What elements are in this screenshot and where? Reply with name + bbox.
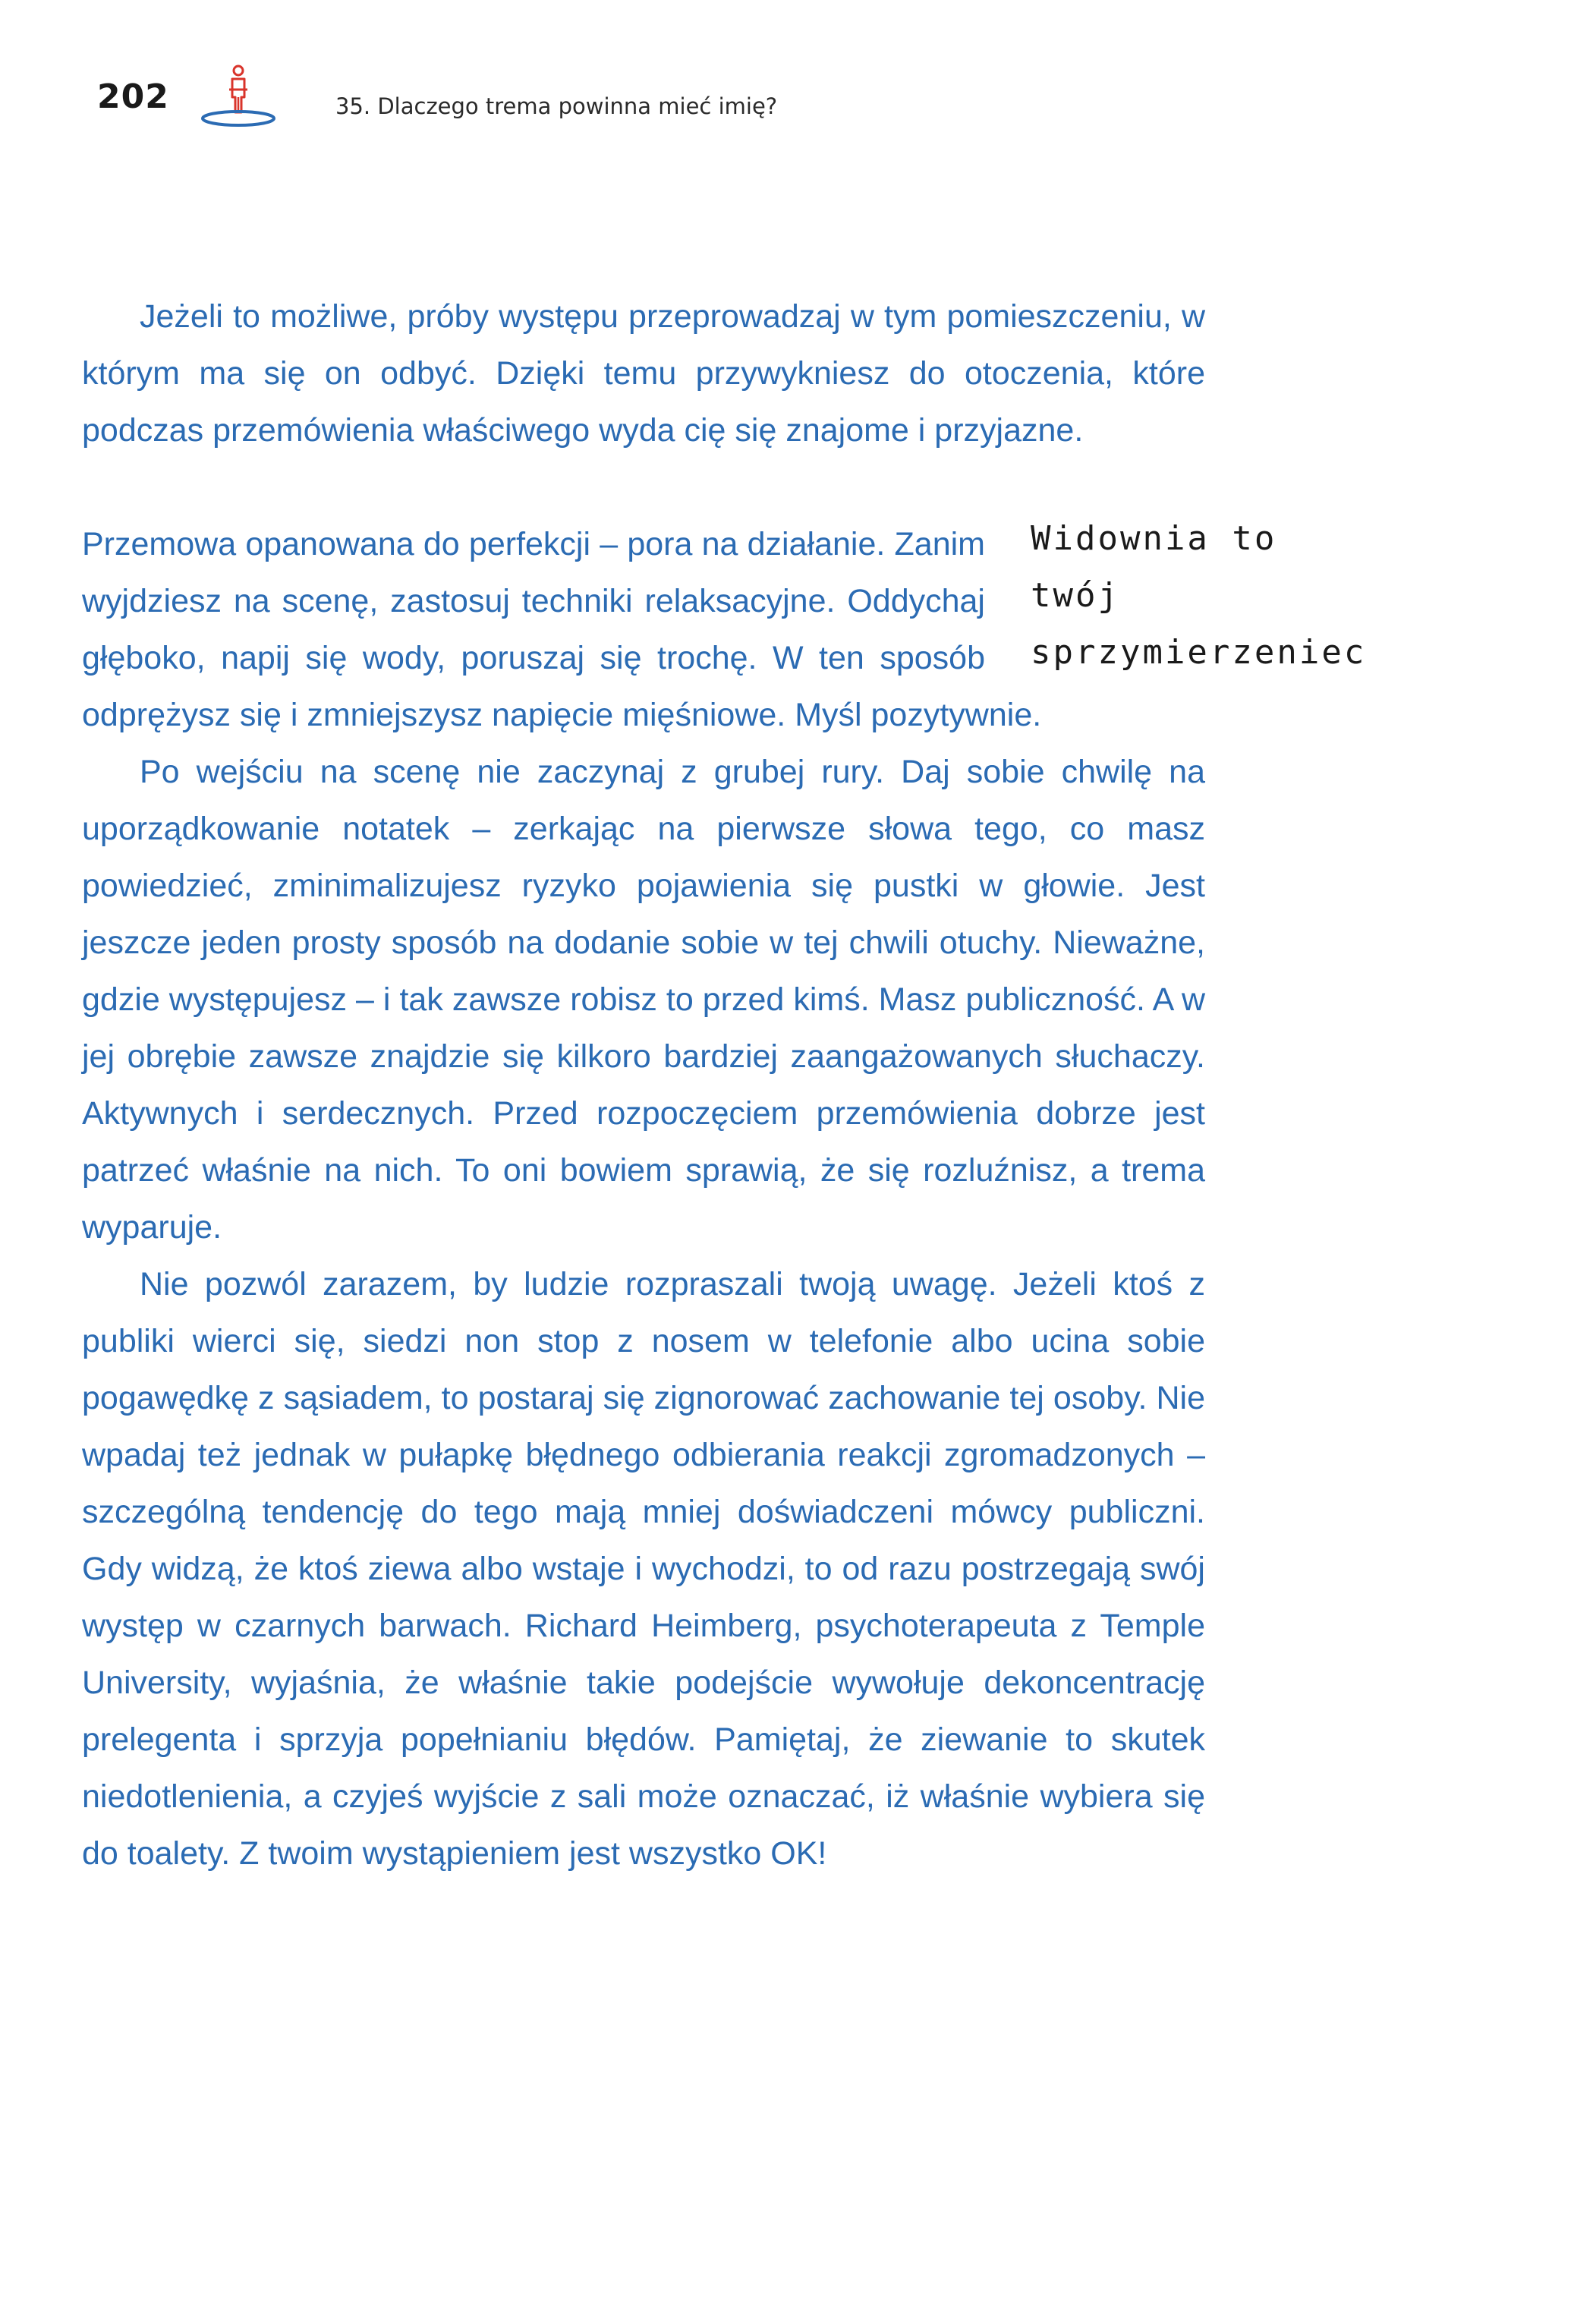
margin-heading: Widownia to twój sprzymierzeniec — [1031, 519, 1367, 672]
paragraph: Po wejściu na scenę nie zaczynaj z grubej rury. Daj sobie chwilę na uporządkowanie notatek – zerkając na pierwsze słowa tego, co masz powiedzieć, zminimalizujesz ryzyko pojawienia się pustki w głowie. Jest jeszcze jeden prosty sposób na dodanie sobie w tej chwili otuchy. Nieważne, gdzie występujesz – i tak zawsze robisz to przed kimś. Masz publiczność. A w jej obrębie zawsze znajdzie się kilkoro bardziej zaangażowanych słuchaczy. Aktywnych i serdecznych. Przed rozpoczęciem przemówienia dobrze jest patrzeć właśnie na nich. To oni bowiem sprawią, że się rozluźnisz, a trema wyparuje. — [82, 754, 1205, 1246]
speaker-on-stage-icon — [199, 64, 278, 132]
body-content — [82, 288, 1367, 1882]
page-number: 202 — [97, 77, 169, 116]
paragraph: Nie pozwól zarazem, by ludzie rozpraszali twoją uwagę. Jeżeli ktoś z publiki wierci się, siedzi non stop z nosem w telefonie albo ucina sobie pogawędkę z sąsiadem, to postaraj się zignorować zachowanie tej osoby. Nie wpadaj też jednak w pułapkę błędnego odbierania reakcji zgromadzonych – szczególną tendencję do tego mają mniej doświadczeni mówcy publiczni. Gdy widzą, że ktoś ziewa albo wstaje i wychodzi, to od razu postrzegają swój występ w czarnych barwach. Richard Heimberg, psychoterapeuta z Temple University, wyjaśnia, że właśnie takie podejście wywołuje dekoncentrację prelegenta i sprzyja popełnianiu błędów. Pamiętaj, że ziewanie to skutek niedotlenienia, a czyjeś wyjście z sali może oznaczać, iż właśnie wybiera się do toalety. Z twoim wystąpieniem jest wszystko OK! — [82, 1266, 1205, 1872]
chapter-title: 35. Dlaczego trema powinna mieć imię? — [335, 93, 778, 119]
paragraph: Jeżeli to możliwe, próby występu przeprowadzaj w tym pomieszczeniu, w którym ma się on odbyć. Dzięki temu przywykniesz do otoczenia, które podczas przemówienia właściwego wyda cię się znajome i przyjazne. — [82, 298, 1205, 449]
paragraph: Przemowa opanowana do perfekcji – pora na działanie. Zanim wyjdziesz na scenę, zastosuj techniki relaksacyjne. Oddychaj głęboko, napij się wody, poruszaj się trochę. W ten sposób odprężysz się i zmniejszysz napięcie mięśniowe. Myśl pozytywnie. — [82, 526, 1042, 733]
section-gap — [82, 459, 1205, 516]
page-header — [0, 0, 1596, 152]
